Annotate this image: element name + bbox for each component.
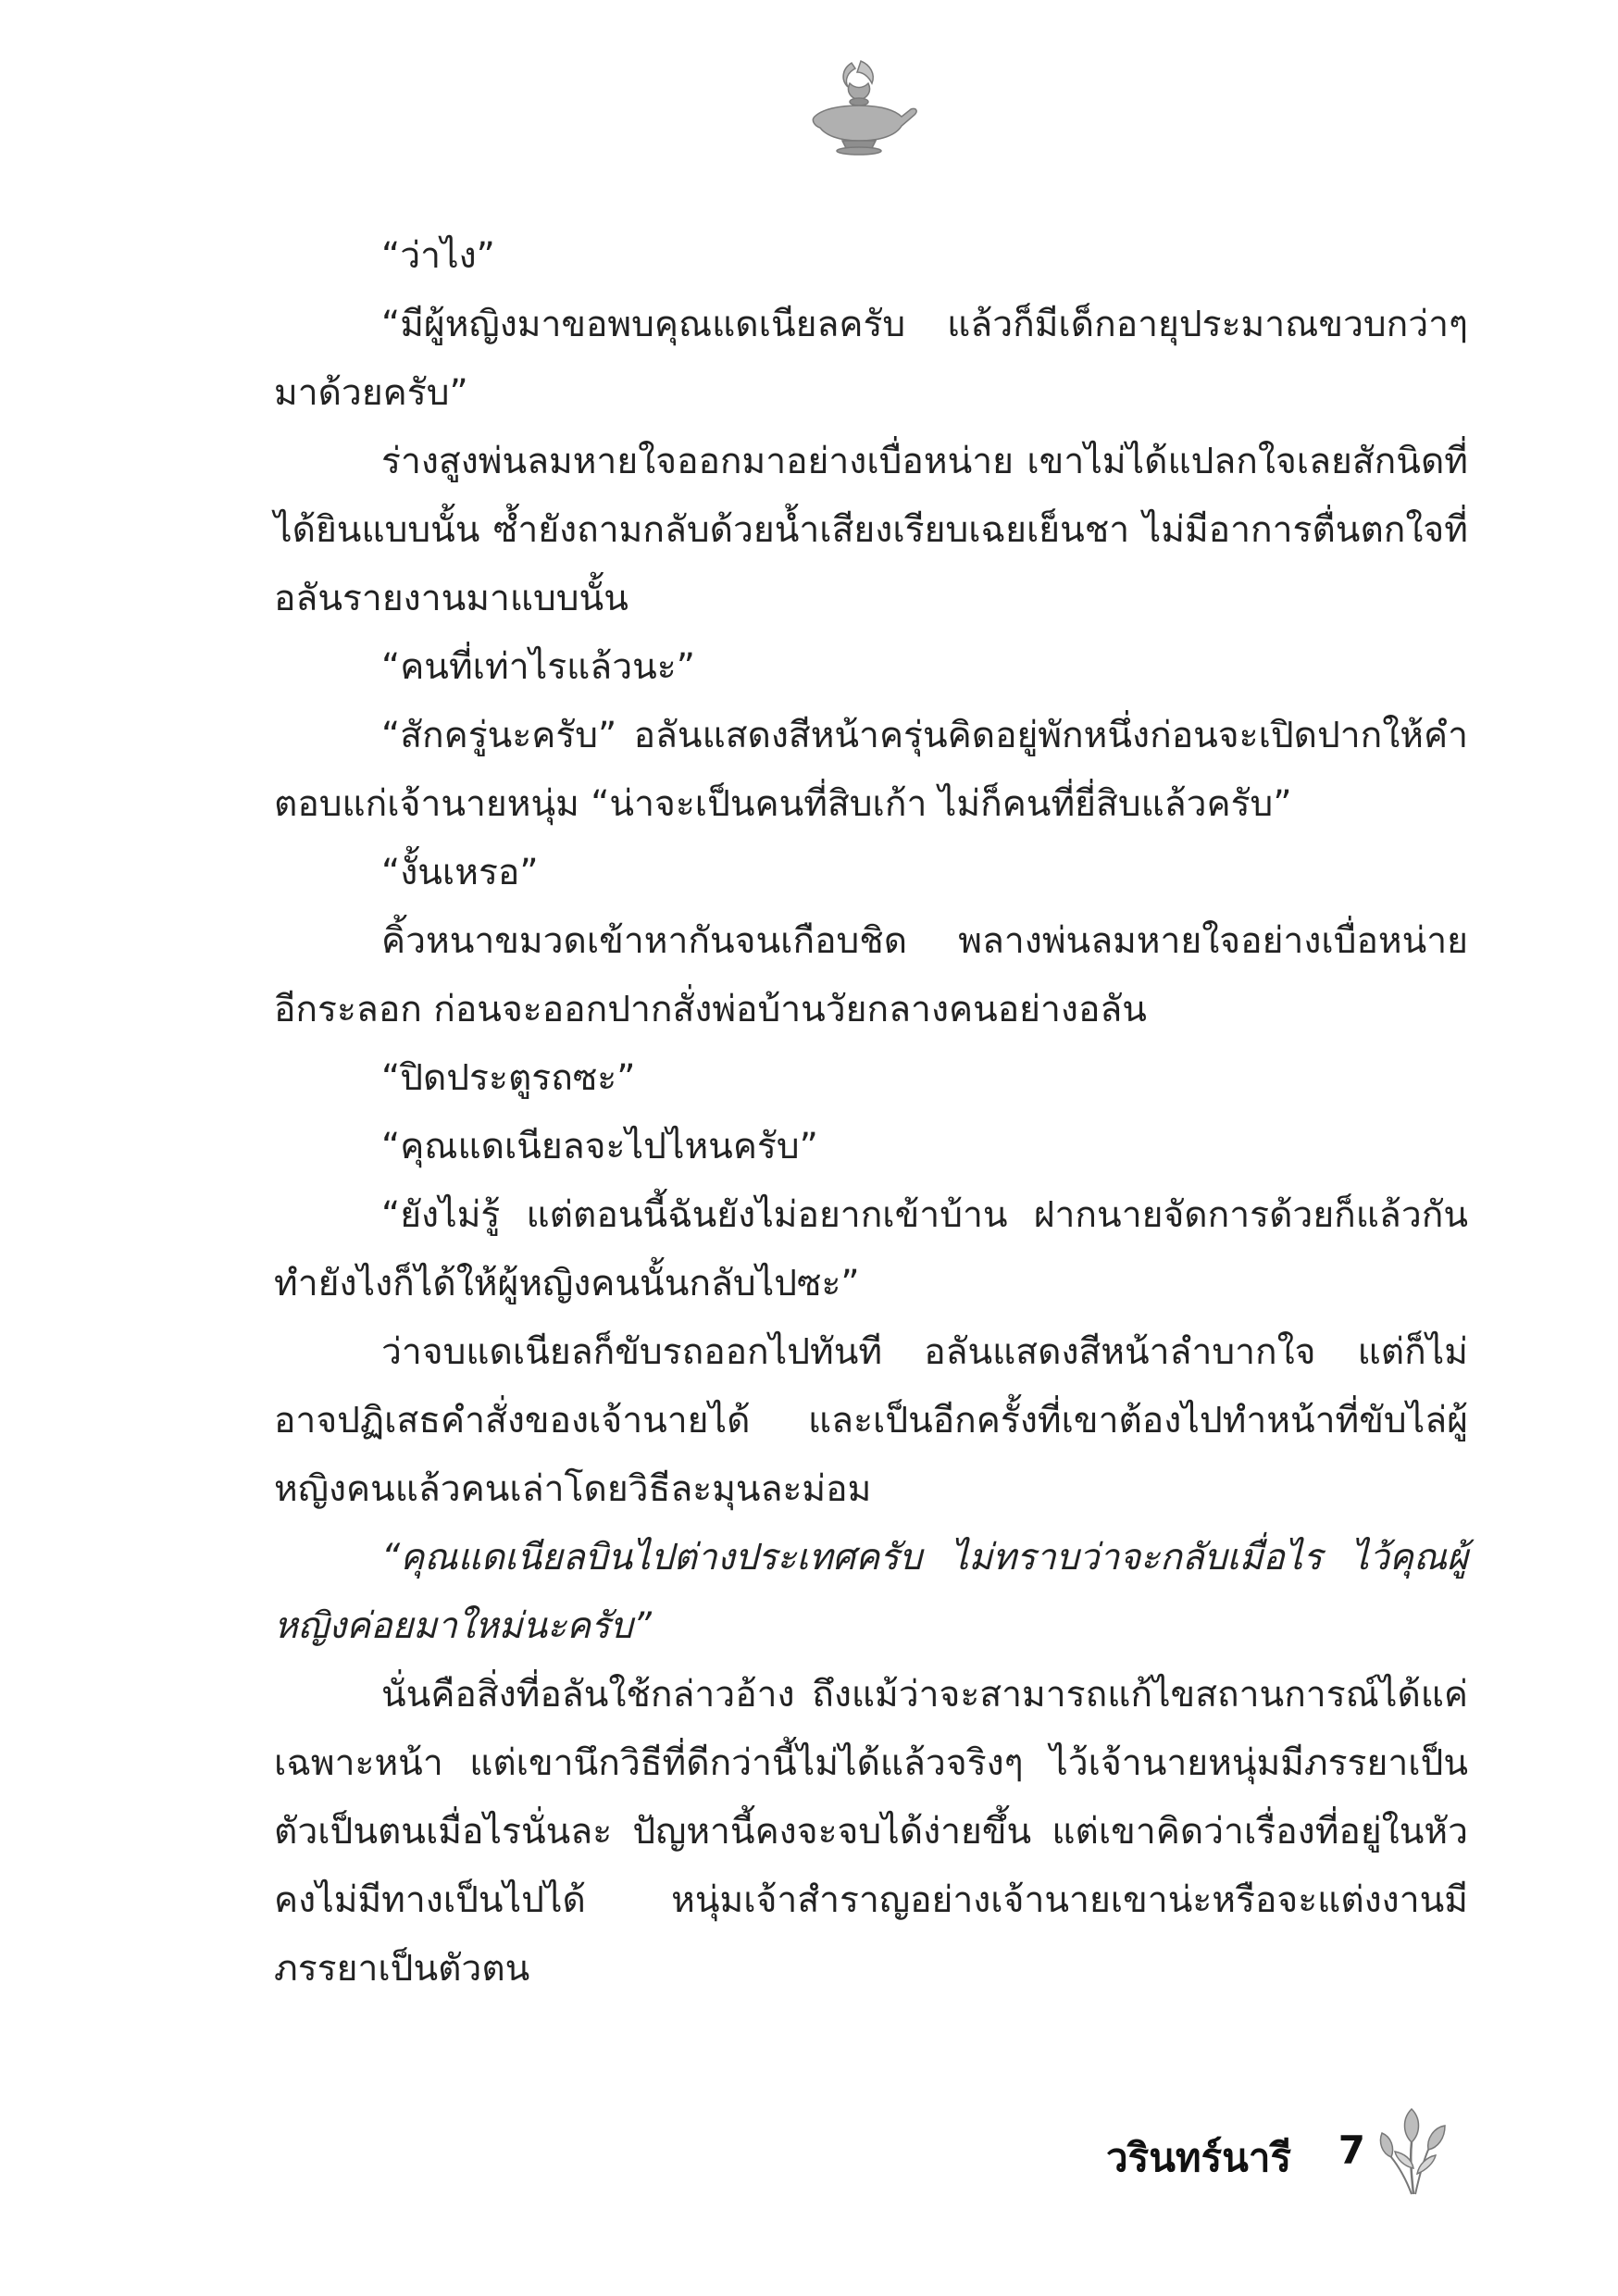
paragraph: “สักครู่นะครับ” อลันแสดงสีหน้าครุ่นคิดอยู่พักหนึ่งก่อนจะเปิดปากให้คำตอบแก่เจ้านายหนุ่ม “น่าจะเป็นคนที่สิบเก้า ไม่ก็คนที่ยี่สิบแล้วครับ” <box>274 715 1468 825</box>
paragraph: ร่างสูงพ่นลมหายใจออกมาอย่างเบื่อหน่าย เขาไม่ได้แปลกใจเลยสักนิดที่ได้ยินแบบนั้น ซ้ำยังถามกลับด้วยน้ำเสียงเรียบเฉยเย็นชา ไม่มีอาการตื่นตกใจที่อลันรายงานมาแบบนั้น <box>274 441 1468 619</box>
paragraph: ว่าจบแดเนียลก็ขับรถออกไปทันที อลันแสดงสีหน้าลำบากใจ แต่ก็ไม่อาจปฏิเสธคำสั่งของเจ้านายได้ และเป็นอีกครั้งที่เขาต้องไปทำหน้าที่ขับไล่ผู้หญิงคนแล้วคนเล่าโดยวิธีละมุนละม่อม <box>274 1331 1468 1510</box>
paragraph: “คนที่เท่าไรแล้วนะ” <box>381 646 695 688</box>
paragraph: “ว่าไง” <box>381 235 495 277</box>
genie-lamp-icon <box>794 56 924 157</box>
flower-bouquet-icon <box>1375 2102 1453 2199</box>
page-footer <box>1064 2102 1453 2203</box>
paragraph: “คุณแดเนียลบินไปต่างประเทศครับ ไม่ทราบว่าจะกลับเมื่อไร ไว้คุณผู้หญิงค่อยมาใหม่นะครับ” <box>274 1537 1468 1647</box>
paragraph: นั่นคือสิ่งที่อลันใช้กล่าวอ้าง ถึงแม้ว่าจะสามารถแก้ไขสถานการณ์ได้แค่เฉพาะหน้า แต่เขานึกวิธีที่ดีกว่านี้ไม่ได้แล้วจริงๆ ไว้เจ้านายหนุ่มมีภรรยาเป็นตัวเป็นตนเมื่อไรนั่นละ ปัญหานี้คงจะจบได้ง่ายขึ้น แต่เขาคิดว่าเรื่องที่อยู่ในหัวคงไม่มีทางเป็นไปได้ หนุ่มเจ้าสำราญอย่างเจ้านายเขาน่ะหรือจะแต่งงานมีภรรยาเป็นตัวตน <box>274 1674 1468 1990</box>
body-text <box>274 222 1468 2003</box>
page-number: 7 <box>1338 2128 1365 2173</box>
book-title: วรินทร์นารี <box>1106 2135 1291 2180</box>
paragraph: “คุณแดเนียลจะไปไหนครับ” <box>381 1126 818 1167</box>
paragraph: “ยังไม่รู้ แต่ตอนนี้ฉันยังไม่อยากเข้าบ้าน ฝากนายจัดการด้วยก็แล้วกัน ทำยังไงก็ได้ให้ผู้หญิงคนนั้นกลับไปซะ” <box>274 1194 1468 1304</box>
paragraph: “มีผู้หญิงมาขอพบคุณแดเนียลครับ แล้วก็มีเด็กอายุประมาณขวบกว่าๆ มาด้วยครับ” <box>274 304 1468 414</box>
paragraph: “ปิดประตูรถซะ” <box>381 1057 636 1099</box>
paragraph: คิ้วหนาขมวดเข้าหากันจนเกือบชิด พลางพ่นลมหายใจอย่างเบื่อหน่ายอีกระลอก ก่อนจะออกปากสั่งพ่อบ้านวัยกลางคนอย่างอลัน <box>274 920 1468 1030</box>
paragraph: “งั้นเหรอ” <box>381 852 539 893</box>
